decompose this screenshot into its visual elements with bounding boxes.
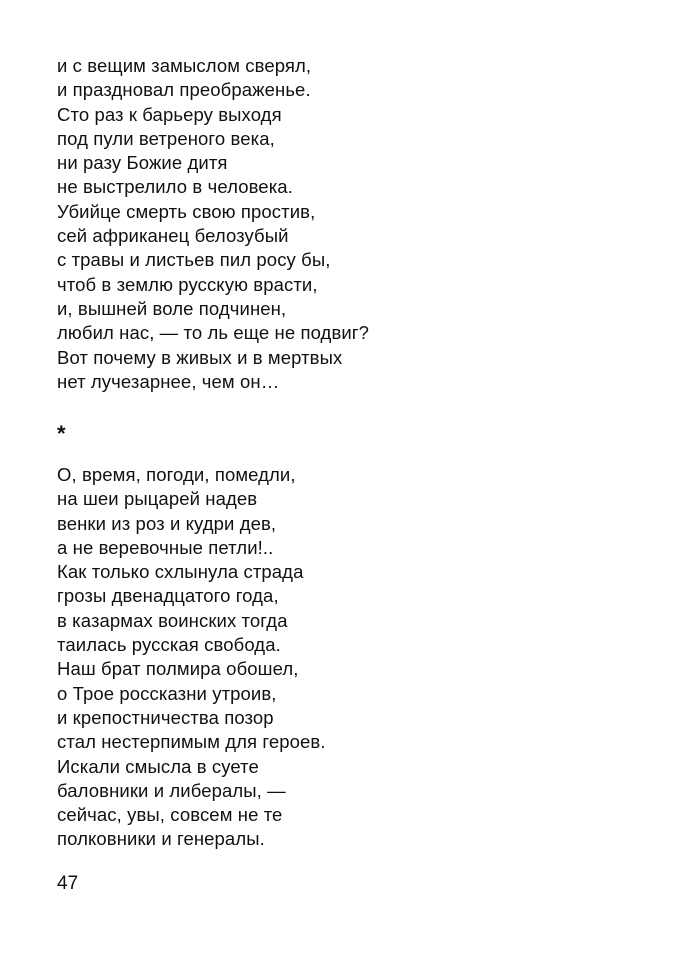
poem-line: и, вышней воле подчинен, bbox=[57, 297, 287, 319]
poem-stanza-1 bbox=[57, 54, 369, 394]
poem-line: ни разу Божие дитя bbox=[57, 152, 228, 174]
poem-line: и с вещим замыслом сверял, bbox=[57, 55, 312, 76]
poem-line: под пули ветреного века, bbox=[57, 127, 275, 149]
poem-line: о Трое россказни утроив, bbox=[57, 682, 277, 704]
poem-line: с травы и листьев пил росу бы, bbox=[57, 249, 331, 271]
poem-line: Искали смысла в суете bbox=[57, 755, 259, 777]
poem-line: и крепостничества позор bbox=[57, 706, 274, 728]
poem-line: Сто раз к барьеру выходя bbox=[57, 103, 282, 125]
poem-line: чтоб в землю русскую врасти, bbox=[57, 273, 318, 295]
poem-line: грозы двенадцатого года, bbox=[57, 585, 279, 607]
page-number: 47 bbox=[57, 873, 79, 894]
poem-line: сей африканец белозубый bbox=[57, 225, 289, 247]
poem-line: нет лучезарнее, чем он… bbox=[57, 370, 280, 392]
poem-line: в казармах воинских тогда bbox=[57, 609, 288, 631]
poem-line: и праздновал преображенье. bbox=[57, 79, 311, 101]
poem-line: Наш брат полмира обошел, bbox=[57, 658, 299, 680]
poem-line: О, время, погоди, помедли, bbox=[57, 464, 296, 485]
poem-line: стал нестерпимым для героев. bbox=[57, 731, 326, 753]
poem-line: Убийце смерть свою простив, bbox=[57, 200, 316, 222]
poem-line: Вот почему в живых и в мертвых bbox=[57, 346, 343, 368]
poem-line: баловники и либералы, — bbox=[57, 779, 286, 801]
stanza-separator: * bbox=[57, 421, 66, 446]
poem-line: венки из роз и кудри дев, bbox=[57, 512, 277, 534]
poem-line: а не веревочные петли!.. bbox=[57, 536, 274, 558]
poem-line: полковники и генералы. bbox=[57, 828, 265, 850]
poem-line: сейчас, увы, совсем не те bbox=[57, 804, 283, 826]
poem-line: Как только схлынула страда bbox=[57, 561, 304, 583]
poem-line: любил нас, — то ль еще не подвиг? bbox=[57, 322, 370, 344]
poem-line: не выстрелило в человека. bbox=[57, 176, 293, 198]
poem-line: на шеи рыцарей надев bbox=[57, 488, 258, 510]
poem-stanza-2 bbox=[57, 463, 326, 852]
poem-line: таилась русская свобода. bbox=[57, 634, 281, 656]
